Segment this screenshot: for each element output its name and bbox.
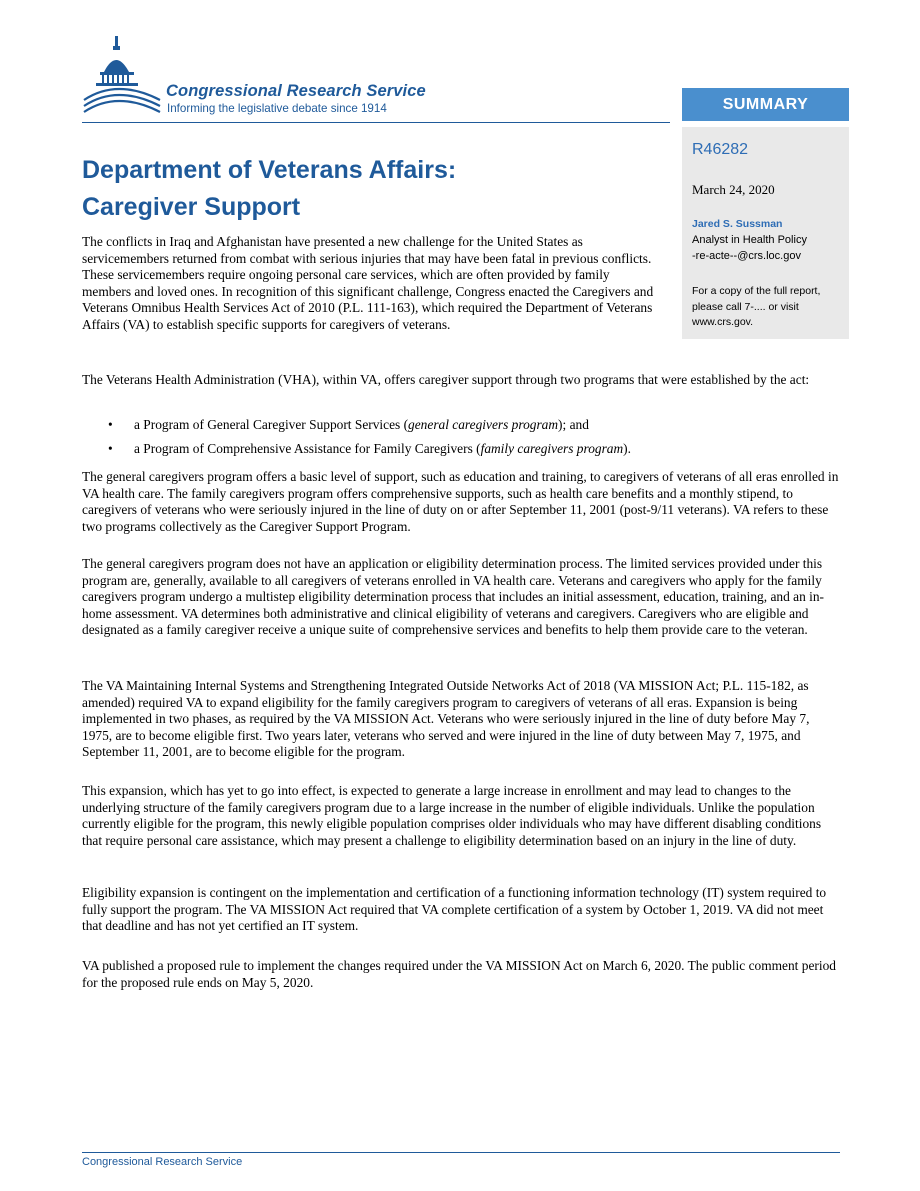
footer-text: Congressional Research Service bbox=[82, 1156, 243, 1168]
paragraph-proposed-rule: VA published a proposed rule to implement the changes required under the VA MISSION Act on March 6, 2020. The public comment period for the proposed rule ends on May 5, 2020. bbox=[82, 958, 836, 990]
program-list bbox=[108, 417, 808, 465]
list-item: • a Program of General Caregiver Support Services (general caregivers program); and bbox=[108, 417, 589, 432]
author-email: -re-acte--@crs.loc.gov bbox=[692, 250, 801, 262]
bullet-icon: • bbox=[108, 417, 113, 432]
list-item: • a Program of Comprehensive Assistance for Family Caregivers (family caregivers program). bbox=[108, 441, 631, 456]
paragraph-mission-act: The VA Maintaining Internal Systems and Strengthening Integrated Outside Networks Act of 2018 (VA MISSION Act; P.L. 115-182, as amended) required VA to expand eligibility for the family caregivers program to caregivers of veterans of all eras. Expansion is being implemented in two phases, as required by the VA MISSION Act. Veterans who were seriously injured in the line of duty before May 7, 1975, are to become eligible first. Two years later, veterans who served and were injured in the line of duty between May 7, 1975, and September 11, 2001, are to become eligible for the program. bbox=[82, 678, 810, 759]
header-divider bbox=[82, 122, 670, 123]
paragraph-eligibility: The general caregivers program does not have an application or eligibility determination process. The limited services provided under this program are, generally, available to all caregivers of veterans enrolled in VA health care. Veterans and caregivers who apply for the family caregivers program undergo a multistep eligibility determination process that includes an initial assessment, education, training, and an in-home assessment. VA determines both administrative and clinical eligibility of veterans and caregivers. Caregivers who are eligible and designated as a family caregiver receive a unique suite of comprehensive services and benefits to help them provide care to the veteran. bbox=[82, 556, 824, 637]
paragraph-programs: The Veterans Health Administration (VHA), within VA, offers caregiver support through two programs that were established by the act: bbox=[82, 372, 810, 387]
paragraph-program-scope: The general caregivers program offers a basic level of support, such as education and training, to caregivers of veterans of all eras enrolled in VA health care. The family caregivers program offers comprehensive supports, such as health care benefits and a monthly stipend, to caregivers of veterans who were seriously injured in the line of duty on or after September 11, 2001 (post-9/11 veterans). VA refers to these two programs collectively as the Caregiver Support Program. bbox=[82, 469, 839, 534]
org-tagline: Informing the legislative debate since 1914 bbox=[167, 102, 387, 115]
report-id: R46282 bbox=[692, 141, 749, 158]
author-name: Jared S. Sussman bbox=[692, 218, 783, 230]
author-role: Analyst in Health Policy bbox=[692, 234, 807, 246]
title-line-2: Caregiver Support bbox=[82, 193, 301, 221]
page-title bbox=[82, 152, 662, 226]
footer-divider bbox=[82, 1152, 840, 1153]
paragraph-expansion: This expansion, which has yet to go into effect, is expected to generate a large increase in enrollment and may lead to changes to the underlying structure of the family caregivers program due to a large increase in the number of eligible individuals. Unlike the population currently eligible for the program, this newly eligible population comprises older individuals who may have different disabling conditions that require personal care assistance, which may present a challenge to eligibility determination based on an injury in the line of duty. bbox=[82, 783, 822, 848]
summary-tab: SUMMARY bbox=[682, 88, 849, 121]
org-name: Congressional Research Service bbox=[166, 82, 426, 100]
intro-paragraph: The conflicts in Iraq and Afghanistan have presented a new challenge for the United States as servicemembers returned from combat with serious injuries that may have been fatal in previous conflicts. These servicemembers require ongoing personal care services, which are often provided by family members and loved ones. In recognition of this significant challenge, Congress enacted the Caregivers and Veterans Omnibus Health Services Act of 2010 (P.L. 111-163), which required the Department of Veterans Affairs (VA) to establish specific supports for caregivers of veterans. bbox=[82, 234, 654, 332]
report-date: March 24, 2020 bbox=[692, 182, 775, 197]
title-line-1: Department of Veterans Affairs: bbox=[82, 156, 457, 184]
copy-note: For a copy of the full report, please call 7-.... or visit www.crs.gov. bbox=[692, 285, 821, 328]
bullet-icon: • bbox=[108, 441, 113, 456]
summary-sidebar bbox=[682, 127, 849, 339]
paragraph-it-system: Eligibility expansion is contingent on the implementation and certification of a functioning information technology (IT) system required to fully support the program. The VA MISSION Act required that VA complete certification of a system by October 1, 2019. VA did not meet that deadline and has not yet certified an IT system. bbox=[82, 885, 827, 933]
